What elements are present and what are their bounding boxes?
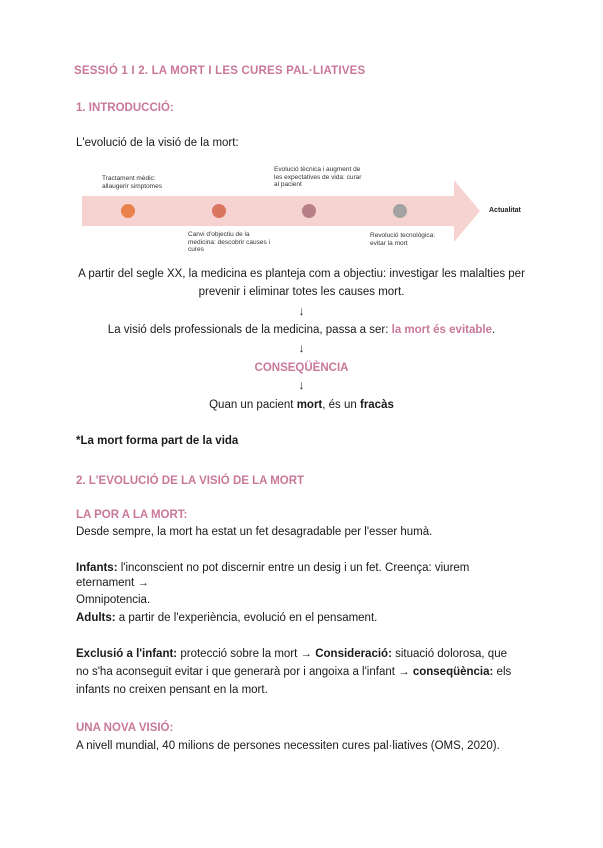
timeline-end-label: Actualitat [489, 207, 521, 214]
timeline-dot-3 [302, 204, 316, 218]
quan-pre: Quan un pacient [209, 399, 297, 411]
timeline-label-below-1: Canvi d'objectiu de la medicina: descobrir causes i cures [188, 231, 271, 253]
timeline-dot-2 [212, 204, 226, 218]
adults-text: a partir de l'experiència, evolució en el pensament. [115, 612, 378, 624]
adults-label: Adults: [76, 612, 116, 624]
document-title: SESSIÓ 1 I 2. LA MORT I LES CURES PAL·LIATIVES [74, 65, 366, 77]
vision-end: . [491, 324, 496, 336]
quan-line [0, 397, 603, 414]
exclusio-label: Exclusió a l'infant: [76, 648, 178, 660]
timeline-label-above-1: Tractament mèdic: allaugerir simptomes [102, 175, 162, 190]
vision-line [0, 322, 603, 339]
timeline-dot-4 [393, 204, 407, 218]
infants-text: l'inconscient no pot discernir entre un desig i un fet. Creença: viurem [117, 562, 470, 574]
timeline-label-below-2: Revolució tecnològica: evitar la mort [370, 232, 436, 247]
nova-heading: UNA NOVA VISIÓ: [76, 722, 174, 734]
consequence-heading: CONSEQÜÈNCIA [254, 362, 349, 374]
vision-prefix: La visió dels professionals de la medicina, passa a ser: [107, 324, 392, 336]
timeline-label-above-2: Evolució tècnica i augment de les expectatives de vida: curar al pacient [274, 166, 362, 188]
por-heading: LA POR A LA MORT: [76, 509, 188, 521]
quan-mid: , és un [322, 399, 360, 411]
infants-line-2: eternament → [76, 577, 149, 589]
quan-bold-2: fracàs [359, 399, 394, 411]
exclusio-line-3: infants no creixen pensant en la mort. [76, 684, 268, 696]
quan-bold-1: mort [296, 399, 323, 411]
exclusio-text: protecció sobre la mort → [177, 648, 316, 660]
exclusio-line2-pre: no s'ha aconseguit evitar i que generarà por i angoixa a l'infant → [76, 666, 413, 678]
adults-line [76, 610, 377, 627]
infants-line-3: Omnipotencia. [76, 594, 151, 606]
exclusio-line-2 [76, 664, 511, 681]
para1-line1: A partir del segle XX, la medicina es planteja com a objectiu: investigar les malalties per [78, 268, 525, 280]
intro-text: L'evolució de la visió de la mort: [76, 137, 239, 149]
section-1-heading: 1. INTRODUCCIÓ: [76, 102, 174, 114]
note-text: *La mort forma part de la vida [76, 435, 239, 447]
exclusio-line2-end: els [493, 666, 512, 678]
infants-label: Infants: [76, 562, 118, 574]
exclusio-line-1 [76, 646, 507, 663]
timeline-dot-1 [121, 204, 135, 218]
para1-line2: prevenir i eliminar totes les causes mort. [198, 286, 405, 298]
down-arrow-2: ↓ [298, 341, 305, 355]
nova-text: A nivell mundial, 40 milions de persones necessiten cures pal·liatives (OMS, 2020). [76, 740, 500, 752]
consideracio-text: situació dolorosa, que [391, 648, 507, 660]
vision-highlight: la mort és evitable [391, 324, 492, 336]
section-2-heading: 2. L'EVOLUCIÓ DE LA VISIÓ DE LA MORT [76, 475, 305, 487]
consideracio-label: Consideració: [315, 648, 392, 660]
por-text: Desde sempre, la mort ha estat un fet desagradable per l'esser humà. [76, 526, 433, 538]
consequencia-label: conseqüència: [412, 666, 494, 678]
down-arrow-3: ↓ [298, 378, 305, 392]
down-arrow-1: ↓ [298, 304, 305, 318]
